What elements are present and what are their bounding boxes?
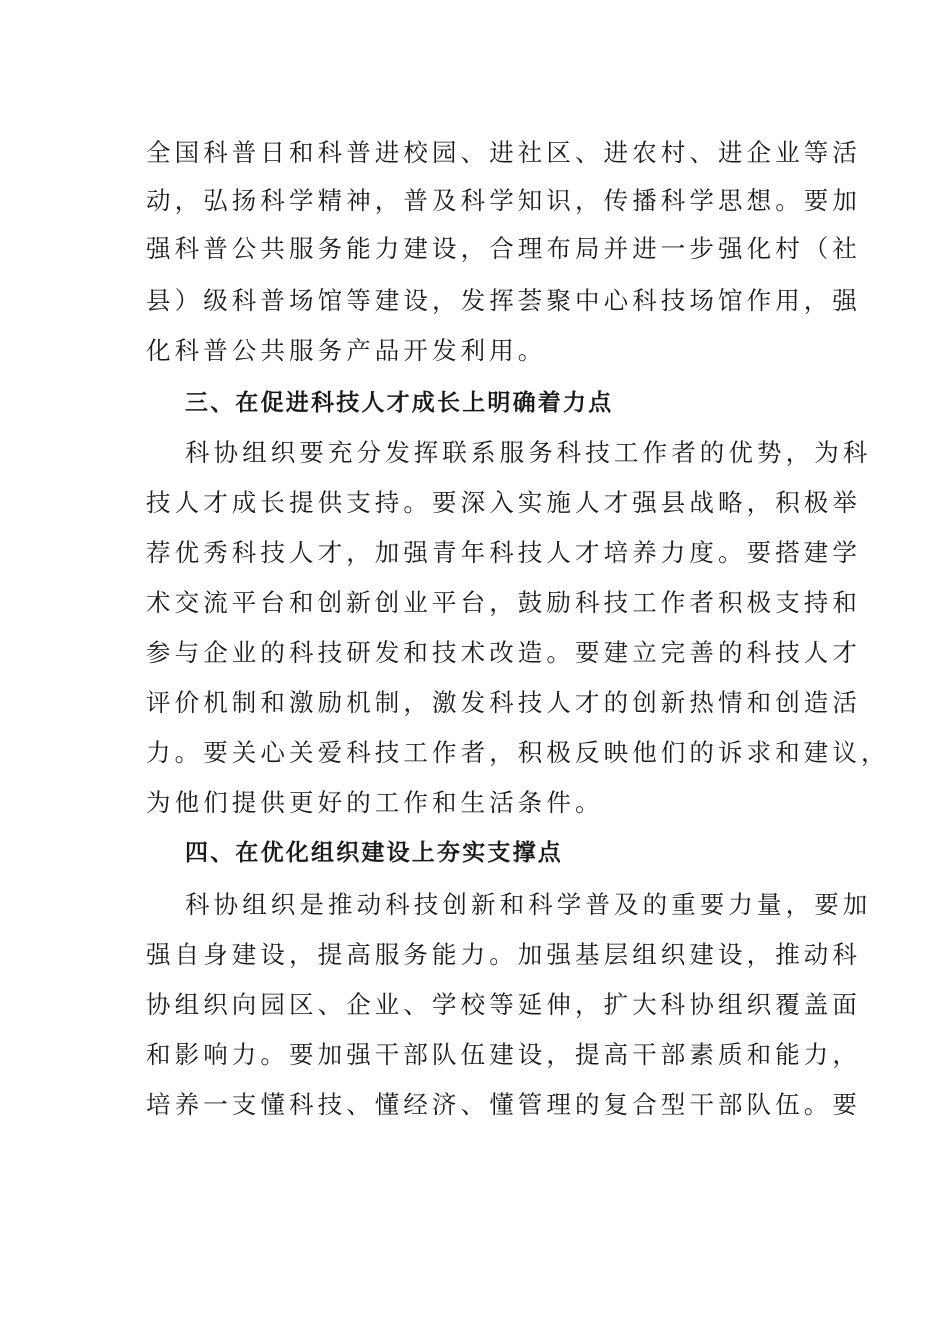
paragraph-line: 强科普公共服务能力建设，合理布局并进一步强化村（社 <box>146 234 861 263</box>
section-heading: 四、在优化组织建设上夯实支撑点 <box>185 840 563 866</box>
paragraph-line: 技人才成长提供支持。要深入实施人才强县战略，积极举 <box>146 488 861 517</box>
paragraph-line: 力。要关心关爱科技工作者，积极反映他们的诉求和建议， <box>146 738 890 767</box>
paragraph-line: 科协组织要充分发挥联系服务科技工作者的优势，为科 <box>185 438 872 467</box>
paragraph-line: 和影响力。要加强干部队伍建设，提高干部素质和能力， <box>146 1040 861 1069</box>
paragraph-line: 协组织向园区、企业、学校等延伸，扩大科协组织覆盖面 <box>146 990 861 1019</box>
paragraph-line: 术交流平台和创新创业平台，鼓励科技工作者积极支持和 <box>146 588 861 617</box>
paragraph-line: 参与企业的科技研发和技术改造。要建立完善的科技人才 <box>146 638 861 667</box>
paragraph-line: 培养一支懂科技、懂经济、懂管理的复合型干部队伍。要 <box>146 1090 861 1119</box>
section-heading: 三、在促进科技人才成长上明确着力点 <box>185 390 614 416</box>
paragraph-line: 动，弘扬科学精神，普及科学知识，传播科学思想。要加 <box>146 186 861 215</box>
paragraph-line: 评价机制和激励机制，激发科技人才的创新热情和创造活 <box>146 688 861 717</box>
paragraph-line: 荐优秀科技人才，加强青年科技人才培养力度。要搭建学 <box>146 538 861 567</box>
paragraph-line: 全国科普日和科普进校园、进社区、进农村、进企业等活 <box>146 138 861 167</box>
paragraph-line: 为他们提供更好的工作和生活条件。 <box>146 788 604 817</box>
paragraph-line: 县）级科普场馆等建设，发挥荟聚中心科技场馆作用，强 <box>146 286 861 315</box>
paragraph-line: 科协组织是推动科技创新和科学普及的重要力量，要加 <box>185 890 872 919</box>
paragraph-line: 强自身建设，提高服务能力。加强基层组织建设，推动科 <box>146 940 861 969</box>
paragraph-line: 化科普公共服务产品开发利用。 <box>146 336 547 365</box>
